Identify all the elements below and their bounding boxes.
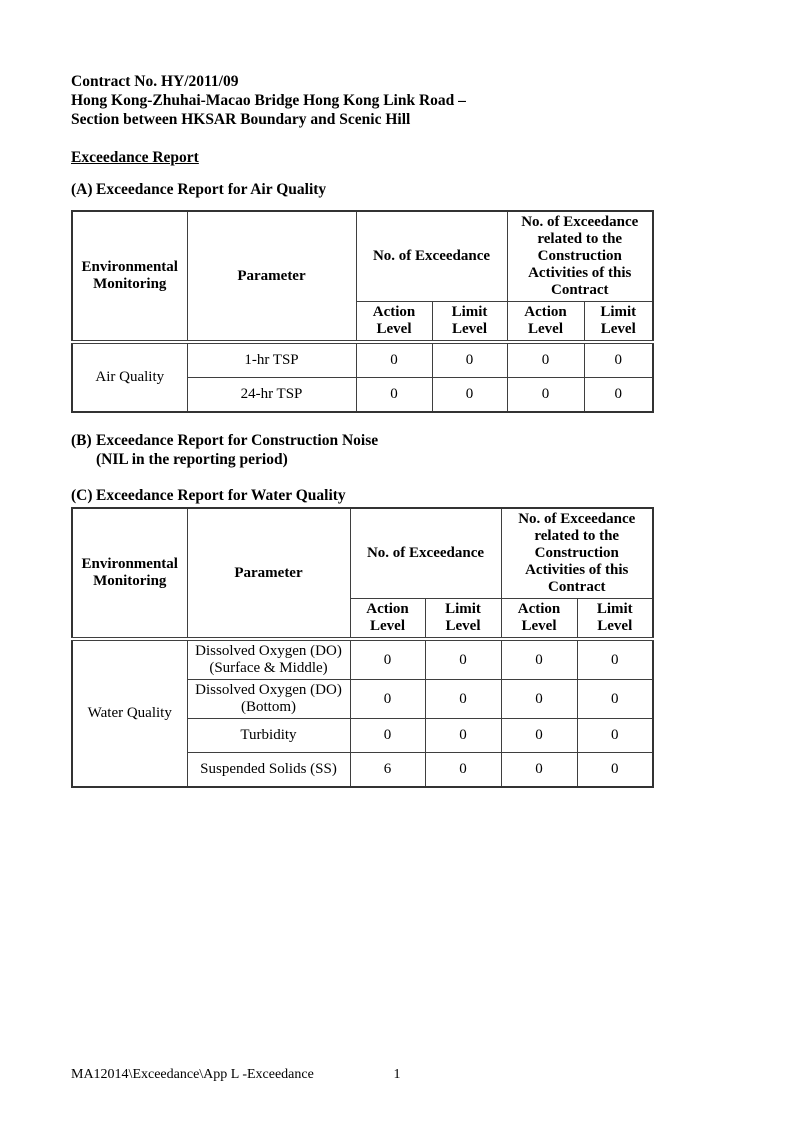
cell-limit-level: 0 [425,680,501,719]
column-header-related-limit-level: Limit Level [584,302,653,343]
cell-action-level: 0 [356,342,432,377]
table-row [72,342,653,377]
section-c-label: (C) [71,487,93,504]
air-quality-table [71,210,654,413]
cell-related-action-level: 0 [501,639,577,680]
cell-related-action-level: 0 [501,680,577,719]
page-footer [71,1066,723,1083]
document-header [71,72,652,129]
column-header-action-level: Action Level [356,302,432,343]
header-line-contract: Contract No. HY/2011/09 [71,73,239,90]
cell-parameter: Dissolved Oxygen (DO) (Bottom) [187,680,350,719]
cell-parameter: Dissolved Oxygen (DO) (Surface & Middle) [187,639,350,680]
section-c-title: Exceedance Report for Water Quality [96,487,346,504]
cell-related-action-level: 0 [501,753,577,787]
cell-action-level: 0 [350,680,425,719]
cell-limit-level: 0 [425,639,501,680]
cell-related-limit-level: 0 [577,753,653,787]
section-b-subtitle-line: (NIL in the reporting period) [96,451,288,468]
cell-action-level: 0 [350,719,425,753]
document-content [71,72,652,788]
document-title: Exceedance Report [71,149,199,166]
section-b-title [96,431,378,469]
cell-related-action-level: 0 [501,719,577,753]
cell-related-limit-level: 0 [577,719,653,753]
cell-limit-level: 0 [425,719,501,753]
column-header-no-of-exceedance-related: No. of Exceedance related to the Construction Activities of this Contract [507,211,653,302]
section-c-heading [71,486,652,505]
cell-parameter: 24-hr TSP [187,377,356,412]
cell-related-action-level: 0 [507,377,584,412]
column-header-environmental-monitoring: Environmental Monitoring [72,508,187,639]
section-a-title: Exceedance Report for Air Quality [96,181,327,198]
column-header-related-action-level: Action Level [501,599,577,640]
cell-limit-level: 0 [432,377,507,412]
column-header-related-limit-level: Limit Level [577,599,653,640]
column-header-no-of-exceedance-related: No. of Exceedance related to the Construction Activities of this Contract [501,508,653,599]
cell-limit-level: 0 [425,753,501,787]
section-b-heading [71,431,652,469]
cell-related-limit-level: 0 [577,680,653,719]
footer-file-path: MA12014\Exceedance\App L -Exceedance [71,1067,314,1082]
cell-parameter: Suspended Solids (SS) [187,753,350,787]
cell-parameter: 1-hr TSP [187,342,356,377]
water-quality-table [71,507,654,788]
column-header-parameter: Parameter [187,508,350,639]
column-header-environmental-monitoring: Environmental Monitoring [72,211,187,342]
table-row [72,639,653,680]
header-line-project: Hong Kong-Zhuhai-Macao Bridge Hong Kong Link Road – [71,92,466,109]
header-line-section: Section between HKSAR Boundary and Scenic Hill [71,111,411,128]
column-header-parameter: Parameter [187,211,356,342]
cell-action-level: 6 [350,753,425,787]
cell-monitoring-air-quality: Air Quality [72,342,187,412]
section-a-label: (A) [71,181,93,198]
section-b-title-line: Exceedance Report for Construction Noise [96,432,379,449]
section-a-heading [71,180,652,199]
cell-related-limit-level: 0 [577,639,653,680]
page-number: 1 [393,1067,401,1082]
column-header-no-of-exceedance: No. of Exceedance [356,211,507,302]
cell-limit-level: 0 [432,342,507,377]
column-header-action-level: Action Level [350,599,425,640]
column-header-limit-level: Limit Level [425,599,501,640]
cell-related-action-level: 0 [507,342,584,377]
section-b-label: (B) [71,432,92,449]
cell-action-level: 0 [356,377,432,412]
cell-monitoring-water-quality: Water Quality [72,639,187,787]
cell-related-limit-level: 0 [584,342,653,377]
cell-action-level: 0 [350,639,425,680]
cell-related-limit-level: 0 [584,377,653,412]
column-header-limit-level: Limit Level [432,302,507,343]
column-header-no-of-exceedance: No. of Exceedance [350,508,501,599]
cell-parameter: Turbidity [187,719,350,753]
column-header-related-action-level: Action Level [507,302,584,343]
